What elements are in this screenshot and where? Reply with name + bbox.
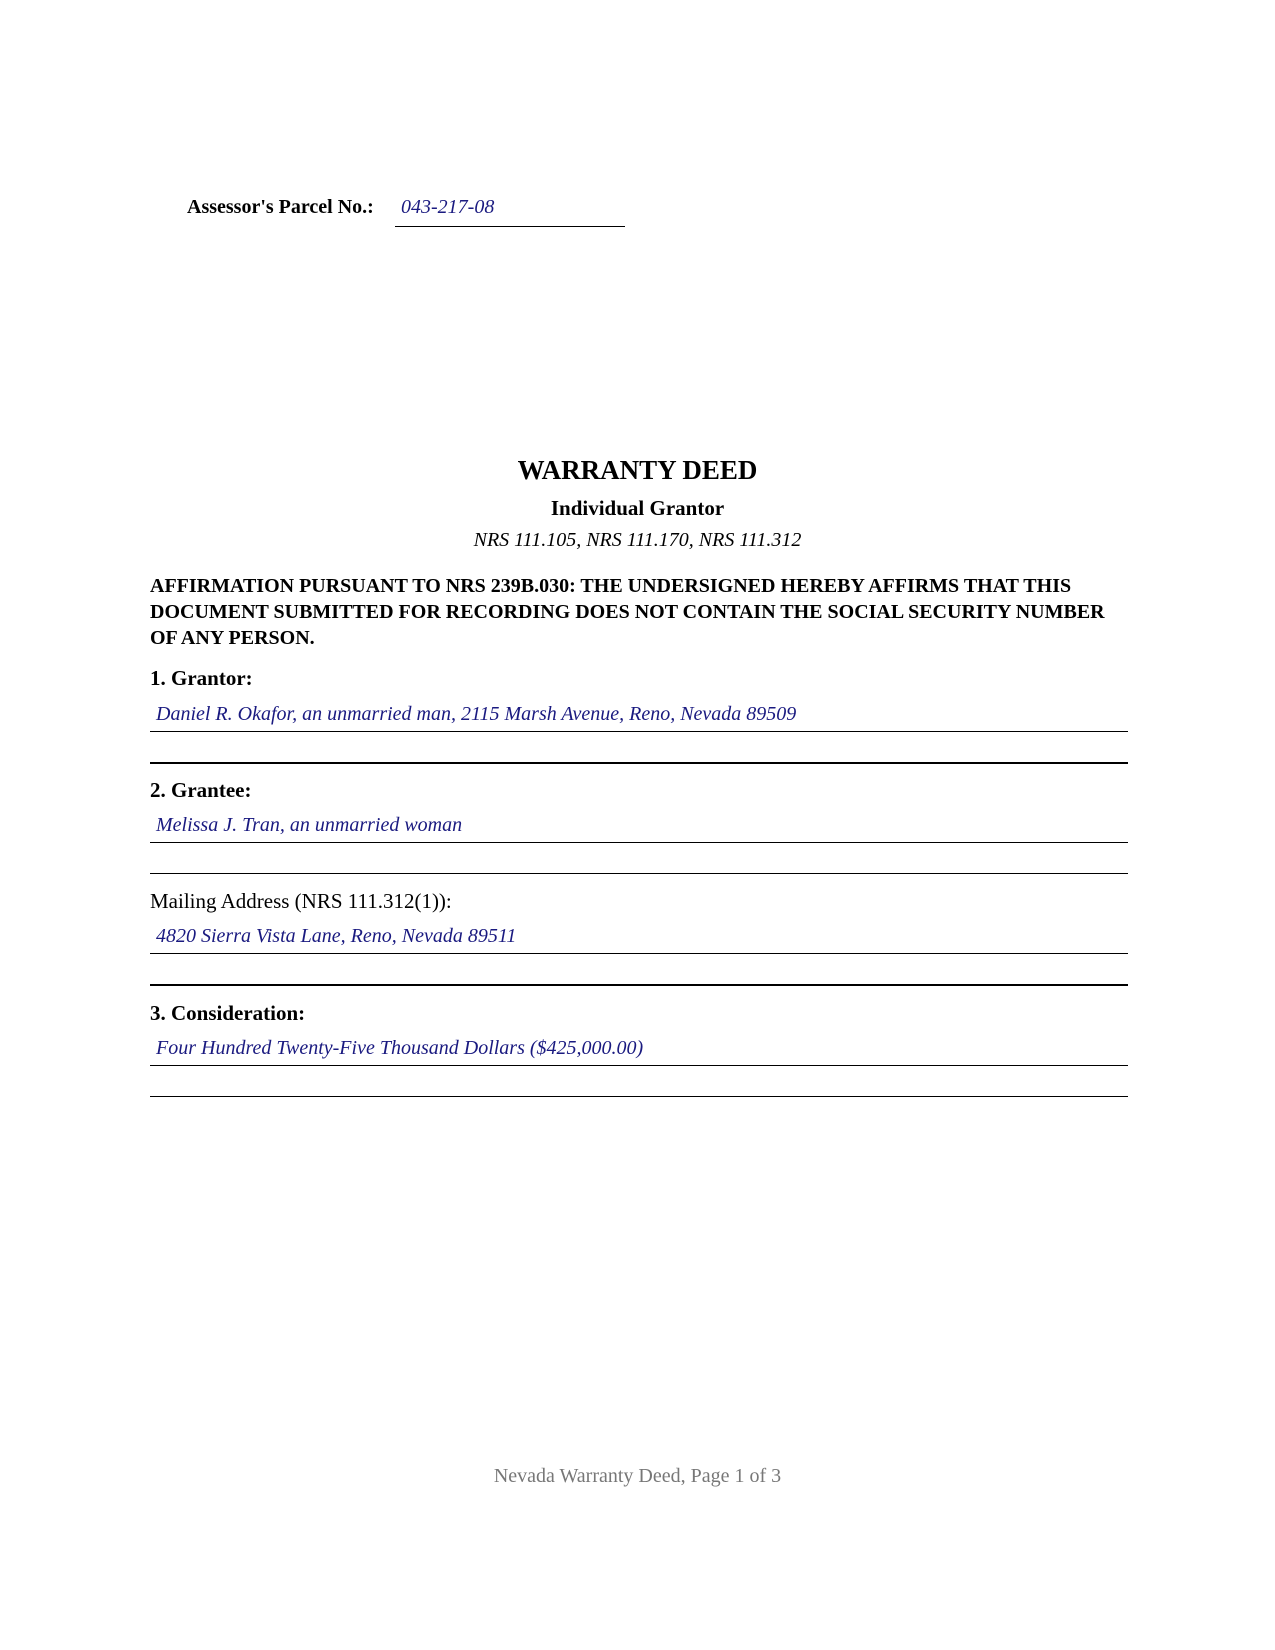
page-footer: Nevada Warranty Deed, Page 1 of 3	[493, 1465, 782, 1487]
ssn-affirmation: AFFIRMATION PURSUANT TO NRS 239B.030: THE UNDERSIGNED HEREBY AFFIRMS THAT THIS DOCUMENT SUBMITTED FOR RECORDING DOES NOT CONTAIN THE SOCIAL SECURITY NUMBER OF ANY PERSON.	[150, 575, 1105, 649]
document-title: WARRANTY DEED	[517, 455, 758, 485]
document-subtitle: Individual Grantor	[550, 496, 725, 520]
consideration-extra-line[interactable]	[150, 1096, 1128, 1097]
grantee-heading: 2. Grantee:	[150, 778, 252, 802]
grantee-field[interactable]: Melissa J. Tran, an unmarried woman	[150, 811, 1128, 843]
grantor-extra-line[interactable]	[150, 762, 1128, 764]
parcel-number-label: Assessor's Parcel No.:	[187, 196, 374, 218]
grantor-heading: 1. Grantor:	[150, 666, 253, 690]
mailing-address-field[interactable]: 4820 Sierra Vista Lane, Reno, Nevada 89511	[150, 922, 1128, 954]
parcel-number-field[interactable]: 043-217-08	[395, 193, 625, 227]
mailing-address-heading: Mailing Address (NRS 111.312(1)):	[150, 889, 452, 913]
consideration-field[interactable]: Four Hundred Twenty-Five Thousand Dollars ($425,000.00)	[150, 1034, 1128, 1066]
grantee-extra-line[interactable]	[150, 873, 1128, 874]
grantor-field[interactable]: Daniel R. Okafor, an unmarried man, 2115 Marsh Avenue, Reno, Nevada 89509	[150, 700, 1128, 732]
statute-references: NRS 111.105, NRS 111.170, NRS 111.312	[473, 529, 802, 551]
consideration-heading: 3. Consideration:	[150, 1001, 306, 1025]
mailing-address-extra-line[interactable]	[150, 984, 1128, 986]
